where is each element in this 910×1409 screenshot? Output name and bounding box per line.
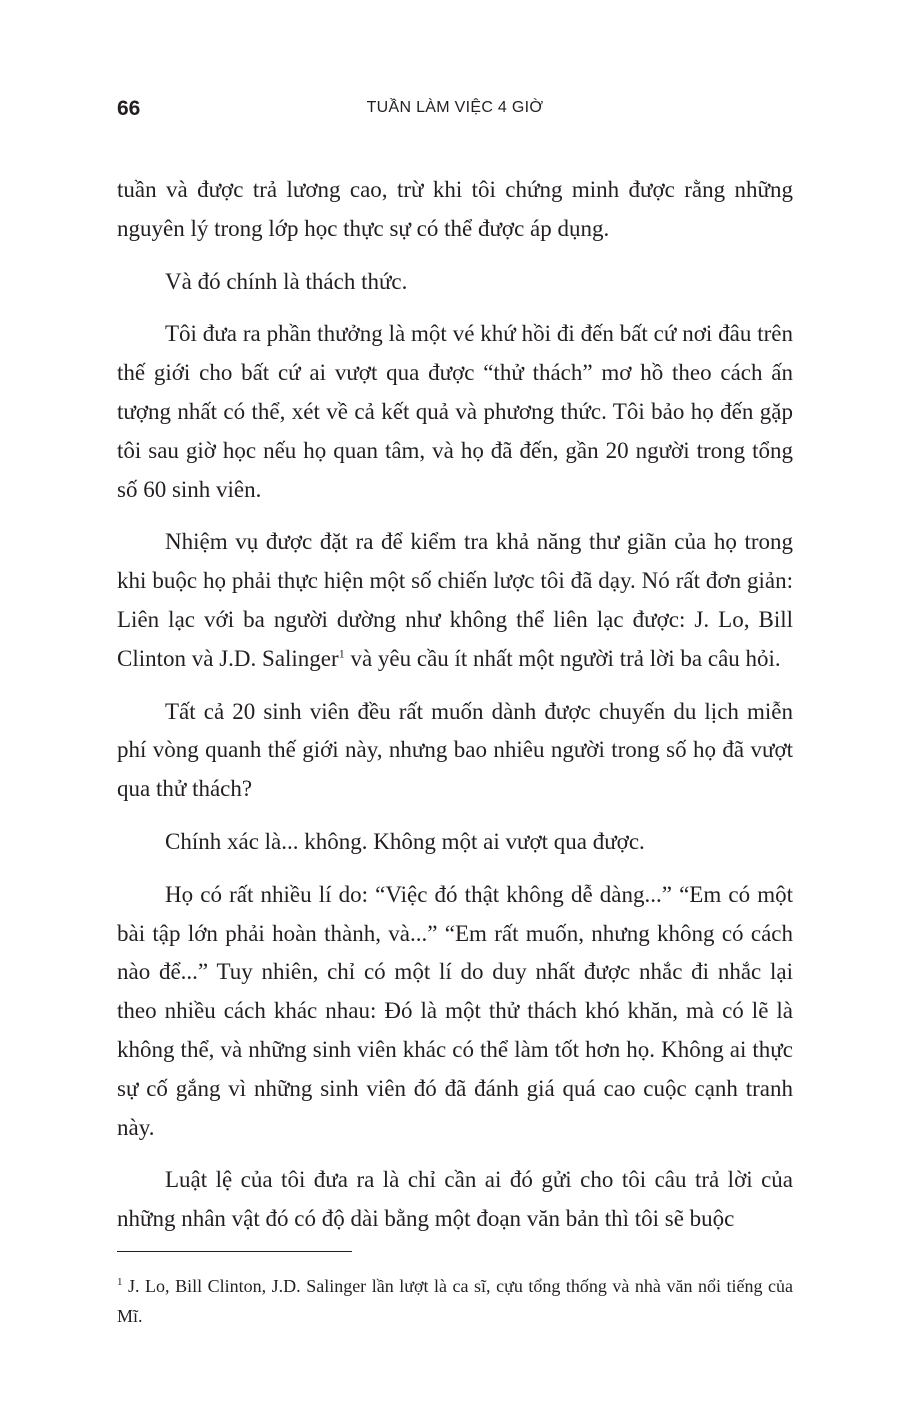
paragraph: Luật lệ của tôi đưa ra là chỉ cần ai đó gửi cho tôi câu trả lời của những nhân vật đó có độ dài bằng một đoạn văn bản thì tôi sẽ buộc: [117, 1167, 793, 1232]
paragraph: tuần và được trả lương cao, trừ khi tôi chứng minh được rằng những nguyên lý trong lớp học thực sự có thể được áp dụng.: [117, 177, 793, 241]
paragraph-text: Nhiệm vụ được đặt ra để kiểm tra khả năng thư giãn của họ trong khi buộc họ phải thực hiện một số chiến lược tôi đã dạy. Nó rất đơn giản: Liên lạc với ba người dường như không thể liên lạc được: J. Lo, Bill Clinton và J.D. Salinger: [117, 529, 793, 671]
page-number: 66: [117, 97, 141, 120]
paragraph-text: và yêu cầu ít nhất một người trả lời ba câu hỏi.: [344, 645, 781, 671]
paragraph: Tôi đưa ra phần thưởng là một vé khứ hồi đi đến bất cứ nơi đâu trên thế giới cho bất cứ ai vượt qua được “thử thách” mơ hồ theo cách ấn tượng nhất có thể, xét về cả kết quả và phương thức. Tôi bảo họ đến gặp tôi sau giờ học nếu họ quan tâm, và họ đã đến, gần 20 người trong tổng số 60 sinh viên.: [117, 321, 793, 502]
body-text: [117, 171, 793, 1239]
footnote: [117, 1271, 793, 1331]
paragraph: Tất cả 20 sinh viên đều rất muốn dành được chuyến du lịch miễn phí vòng quanh thế giới này, nhưng bao nhiêu người trong số họ đã vượt qua thử thách?: [117, 698, 793, 802]
paragraph: [117, 523, 793, 678]
footnote-text: J. Lo, Bill Clinton, J.D. Salinger lần lượt là ca sĩ, cựu tổng thống và nhà văn nổi tiếng của Mĩ.: [117, 1276, 793, 1326]
paragraph: Họ có rất nhiều lí do: “Việc đó thật không dễ dàng...” “Em có một bài tập lớn phải hoàn thành, và...” “Em rất muốn, nhưng không có cách nào để...” Tuy nhiên, chỉ có một lí do duy nhất được nhắc đi nhắc lại theo nhiều cách khác nhau: Đó là một thử thách khó khăn, mà có lẽ là không thể, và những sinh viên khác có thể làm tốt hơn họ. Không ai thực sự cố gắng vì những sinh viên đó đã đánh giá quá cao cuộc cạnh tranh này.: [117, 881, 793, 1140]
footnote-marker: 1: [117, 1276, 123, 1288]
footnote-divider: [117, 1251, 352, 1252]
paragraph: Và đó chính là thách thức.: [165, 268, 408, 294]
paragraph: Chính xác là... không. Không một ai vượt qua được.: [165, 828, 645, 854]
footnote-reference[interactable]: 1: [338, 646, 345, 661]
running-title: TUẦN LÀM VIỆC 4 GIỜ: [366, 99, 544, 116]
